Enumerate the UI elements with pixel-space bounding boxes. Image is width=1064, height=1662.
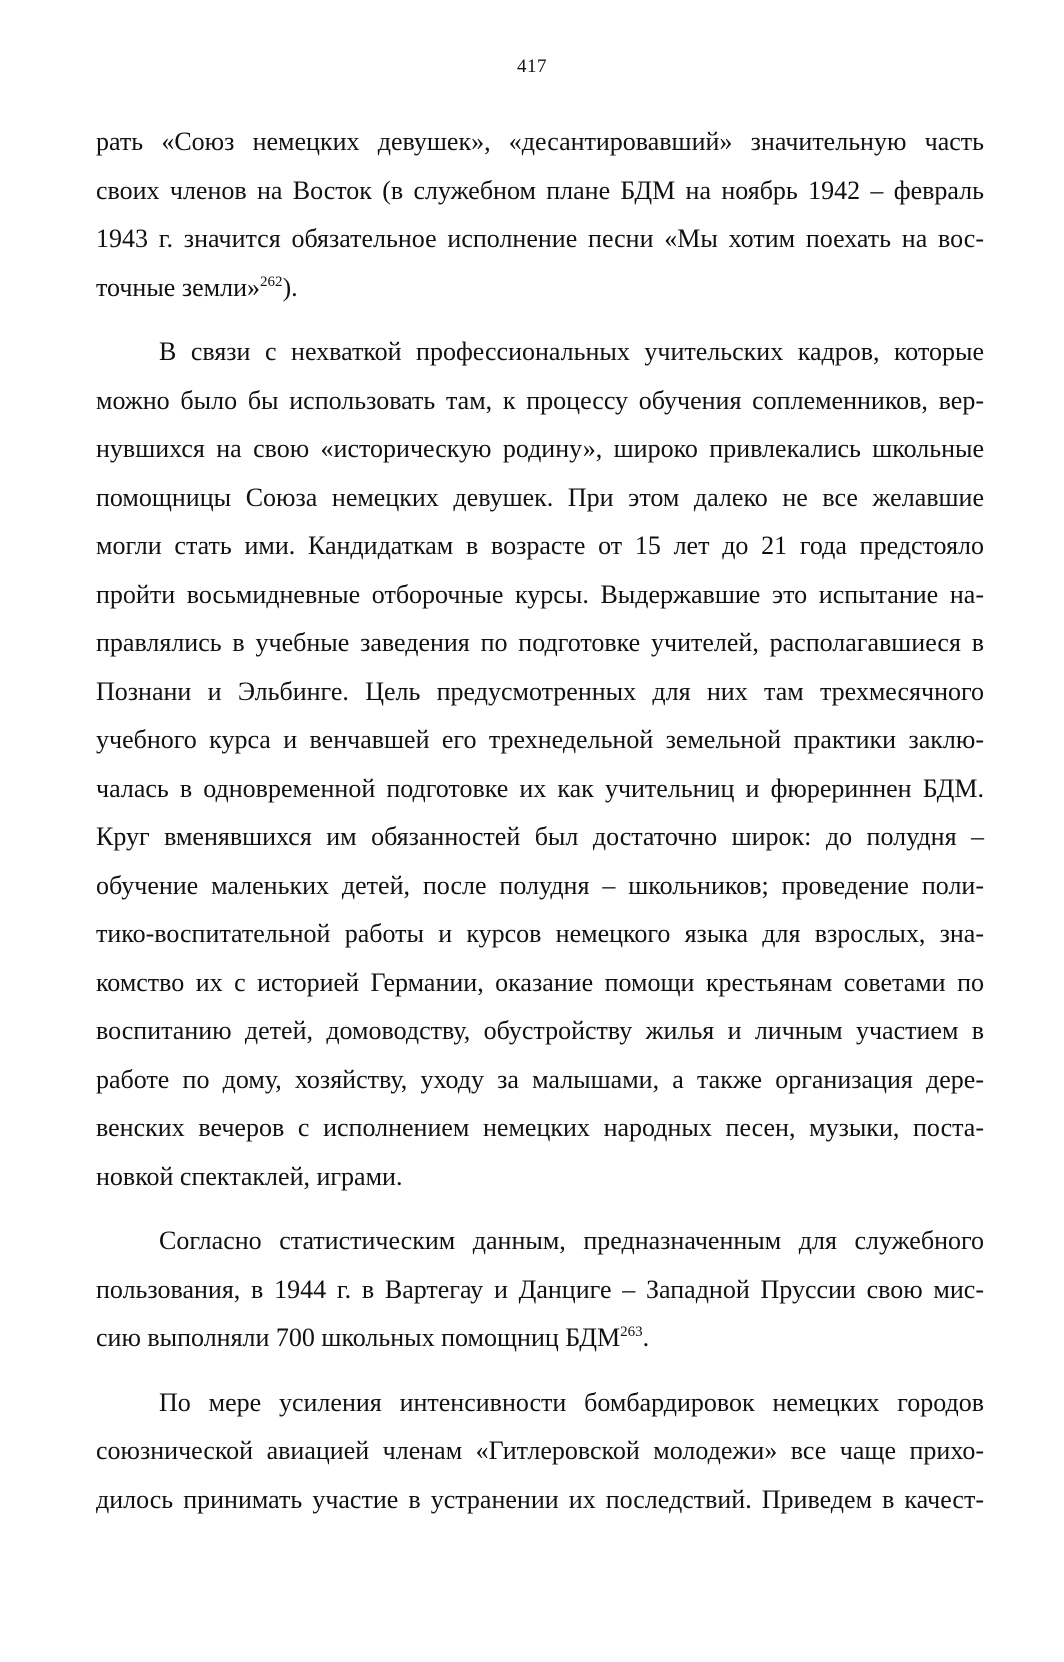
footnote-ref: 262 — [260, 273, 283, 290]
paragraph-gap — [96, 1201, 984, 1217]
text-line: новкой спектаклей, играми. — [96, 1161, 403, 1191]
text-line: своих членов на Восток (в служебном плане БДМ на ноябрь 1942 – февраль — [96, 175, 984, 205]
text-line: тико-воспитательной работы и курсов немецкого языка для взрослых, зна- — [96, 919, 984, 948]
page-number: 417 — [517, 56, 547, 77]
text-fragment: точные земли» — [96, 272, 260, 302]
text-line: правлялись в учебные заведения по подготовке учителей, располагавшиеся в — [96, 628, 984, 657]
paragraph — [96, 328, 984, 1201]
text-line: обучение маленьких детей, после полудня – школьников; проведение поли- — [96, 870, 984, 900]
text-line: нувшихся на свою «историческую родину», широко привлекались школьные — [96, 434, 984, 463]
footnote-ref: 263 — [620, 1324, 643, 1340]
paragraph — [96, 1379, 984, 1525]
text-line: Познани и Эльбинге. Цель предусмотренных для них там трехмесячного — [96, 676, 984, 706]
text-line: пройти восьмидневные отборочные курсы. Выдержавшие это испытание на- — [96, 579, 984, 609]
text-line: союзнической авиацией членам «Гитлеровской молодежи» все чаще прихо- — [96, 1436, 984, 1465]
text-line: В связи с нехваткой профессиональных учительских кадров, которые — [159, 337, 984, 366]
text-fragment: ). — [282, 272, 298, 302]
text-line: чалась в одновременной подготовке их как учительниц и фюрериннен БДМ. — [96, 773, 984, 803]
text-fragment: сию выполняли 700 школьных помощниц БДМ — [96, 1323, 621, 1352]
text-line — [96, 264, 984, 313]
text-line: венских вечеров с исполнением немецких народных песен, музыки, поста- — [96, 1113, 984, 1142]
text-line: комство их с историей Германии, оказание помощи крестьянам советами по — [96, 967, 984, 997]
text-line: пользования, в 1944 г. в Вартегау и Данциге – Западной Пруссии свою мис- — [96, 1274, 984, 1304]
text-line: работе по дому, хозяйству, уходу за малышами, а также организация дере- — [96, 1064, 984, 1094]
text-line: Круг вменявшихся им обязанностей был достаточно широк: до полудня – — [96, 822, 984, 851]
text-line: Согласно статистическим данным, предназначенным для служебного — [159, 1226, 984, 1255]
text-line — [96, 1314, 984, 1363]
paragraph — [96, 118, 984, 312]
text-fragment: . — [642, 1323, 650, 1352]
text-line: воспитанию детей, домоводству, обустройству жилья и личным участием в — [96, 1016, 984, 1045]
paragraph-gap — [96, 1363, 984, 1379]
text-line: помощницы Союза немецких девушек. При этом далеко не все желавшие — [96, 482, 984, 512]
text-line: По мере усиления интенсивности бомбардировок немецких городов — [159, 1387, 984, 1417]
paragraph — [96, 1217, 984, 1363]
paragraph-gap — [96, 312, 984, 328]
text-line: можно было бы использовать там, к процессу обучения соплеменников, вер- — [96, 385, 984, 415]
body-text — [96, 118, 984, 1524]
text-line: дилось принимать участие в устранении их последствий. Приведем в качест- — [96, 1484, 984, 1514]
text-line: рать «Союз немецких девушек», «десантировавший» значительную часть — [96, 127, 984, 156]
text-line: могли стать ими. Кандидаткам в возрасте от 15 лет до 21 года предстояло — [96, 531, 984, 560]
text-line: 1943 г. значится обязательное исполнение песни «Мы хотим поехать на вос- — [96, 224, 984, 253]
text-line: учебного курса и венчавшей его трехнедельной земельной практики заклю- — [96, 725, 984, 754]
